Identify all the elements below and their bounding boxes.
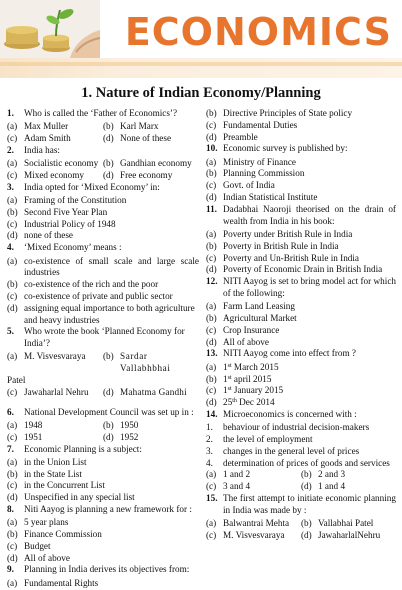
question-11: 11. Dadabhai Naoroji theorised on the drain of wealth from India in his book: bbox=[206, 203, 396, 226]
left-column bbox=[7, 108, 199, 590]
question-12: 12. NITI Aayog is set to bring model act for which of the following: bbox=[206, 276, 396, 298]
option-a: (a) Socialistic economy bbox=[7, 158, 99, 169]
option-c: (c) Jawaharlal Nehru bbox=[7, 386, 89, 397]
question-1: 1. Who is called the ‘Father of Economics’? bbox=[7, 108, 178, 118]
option-b: (b) 1st april 2015 bbox=[206, 373, 272, 384]
options-row bbox=[7, 121, 199, 133]
option-d: (d) none of these bbox=[7, 230, 73, 241]
option-c: (c) Adam Smith bbox=[7, 133, 71, 144]
option-b: (b) Finance Commission bbox=[7, 529, 102, 540]
question-7: 7. Economic Planning is a subject: bbox=[7, 443, 142, 454]
header-band bbox=[0, 58, 402, 78]
option-d: (d) Poverty of Economic Drain in British India bbox=[206, 264, 383, 275]
question-14: 14. Microeconomics is concerned with : bbox=[206, 408, 357, 419]
option-d: (d) 1 and 4 bbox=[301, 481, 346, 492]
option-c: (c) 1951 bbox=[7, 431, 43, 442]
option-d: (d) Unspecified in any special list bbox=[7, 492, 135, 503]
option-a: (a) 5 year plans bbox=[7, 517, 69, 528]
option-b: (b) Planning Commission bbox=[206, 168, 305, 179]
question-6: 6. National Development Council was set up in : bbox=[7, 406, 194, 417]
header-banner bbox=[0, 0, 402, 78]
options-row bbox=[7, 351, 199, 375]
option-a: (a) in the Union List bbox=[7, 456, 87, 467]
option-b: (b) Vallabhai Patel bbox=[301, 518, 374, 529]
option-a: (a) Farm Land Leasing bbox=[206, 301, 295, 312]
statement-2: 2. the level of employment bbox=[206, 434, 313, 445]
option-b-continued: Patel bbox=[7, 375, 26, 386]
option-b: (b) 2 and 3 bbox=[301, 469, 346, 480]
option-b: (b) Gandhian economy bbox=[103, 158, 192, 169]
options-row bbox=[7, 133, 199, 145]
option-a: (a) M. Visvesvaraya bbox=[7, 351, 86, 362]
option-d: (d) All of above bbox=[206, 336, 269, 347]
option-d: (d) All of above bbox=[7, 552, 70, 563]
option-b: (b) in the State List bbox=[7, 468, 82, 479]
option-a: (a) Fundamental Rights bbox=[7, 577, 99, 588]
question-9: 9. Planning in India derives its objectives from: bbox=[7, 564, 190, 575]
option-c: (c) 3 and 4 bbox=[206, 481, 251, 492]
option-c: (c) Poverty and Un-British Rule in India bbox=[206, 252, 360, 263]
options-row bbox=[206, 530, 396, 542]
option-c: (c) 1st January 2015 bbox=[206, 385, 284, 396]
option-c: (c) Mixed economy bbox=[7, 169, 84, 180]
option-b: (b) Sardar Vallabhbhai bbox=[103, 351, 171, 374]
options-row bbox=[206, 518, 396, 530]
option-b: (b) Karl Marx bbox=[103, 121, 159, 132]
question-4: 4. ‘Mixed Economy’ means : bbox=[7, 242, 122, 253]
options-row bbox=[206, 481, 396, 493]
option-b: (b) co-existence of the rich and the poor bbox=[7, 279, 159, 290]
options-row bbox=[7, 158, 199, 170]
options-row bbox=[7, 170, 199, 182]
option-a: (a) 1 and 2 bbox=[206, 469, 251, 480]
option-d: (d) Preamble bbox=[206, 131, 258, 142]
option-d: (d) 25th Dec 2014 bbox=[206, 397, 275, 408]
option-a: (a) 1948 bbox=[7, 419, 43, 430]
question-5: 5. Who wrote the book ‘Planned Economy for India’? bbox=[7, 326, 185, 349]
option-d: (d) 1952 bbox=[103, 431, 139, 442]
option-d: (d) JawaharlalNehru bbox=[301, 529, 381, 540]
subject-title: ECONOMICS bbox=[124, 10, 392, 54]
statement-3: 3. changes in the general level of prices bbox=[206, 445, 360, 456]
options-row bbox=[206, 469, 396, 481]
right-column bbox=[206, 108, 396, 542]
option-a: (a) co-existence of small scale and large scale industries bbox=[7, 255, 199, 278]
option-c: (c) co-existence of private and public sector bbox=[7, 290, 173, 301]
option-c: (c) Crop Insurance bbox=[206, 324, 280, 335]
question-3: 3. India opted for ‘Mixed Economy’ in: bbox=[7, 181, 160, 192]
option-d: (d) Indian Statistical Institute bbox=[206, 192, 318, 203]
chapter-title: 1. Nature of Indian Economy/Planning bbox=[81, 85, 321, 101]
option-b: (b) Second Five Year Plan bbox=[7, 206, 108, 217]
option-a: (a) Poverty under British Rule in India bbox=[206, 228, 353, 239]
options-row bbox=[7, 420, 199, 432]
option-a: (a) Balwantrai Mehta bbox=[206, 518, 290, 529]
option-c: (c) Govt. of India bbox=[206, 180, 275, 191]
statement-4: 4. determination of prices of goods and services bbox=[206, 457, 390, 468]
option-a: (a) Max Muller bbox=[7, 121, 69, 132]
option-b: (b) Poverty in British Rule in India bbox=[206, 240, 339, 251]
question-13: 13. NITI Aayog come into effect from ? bbox=[206, 348, 356, 359]
question-10: 10. Economic survey is published by: bbox=[206, 143, 348, 154]
header-stripe bbox=[0, 62, 402, 66]
question-15: 15. The first attempt to initiate economic planning in India was made by : bbox=[206, 493, 396, 515]
option-b: (b) 1950 bbox=[103, 419, 139, 430]
option-a: (a) Framing of the Constitution bbox=[7, 195, 127, 206]
option-c: (c) Industrial Policy of 1948 bbox=[7, 218, 116, 229]
option-b: (b) Agricultural Market bbox=[206, 313, 297, 324]
option-c: (c) in the Concurrent List bbox=[7, 480, 105, 491]
question-8: 8. Niti Aayog is planning a new framework for : bbox=[7, 504, 192, 514]
spacer bbox=[7, 399, 199, 407]
option-d: (d) Mahatma Gandhi bbox=[103, 386, 187, 397]
option-a: (a) Ministry of Finance bbox=[206, 156, 296, 167]
option-c: (c) M. Visvesvaraya bbox=[206, 529, 285, 540]
option-a: (a) 1st March 2015 bbox=[206, 361, 279, 372]
options-row bbox=[7, 387, 199, 399]
statement-1: 1. behaviour of industrial decision-makers bbox=[206, 422, 370, 433]
options-row bbox=[7, 432, 199, 444]
option-c: (c) Budget bbox=[7, 540, 51, 551]
option-d: (d) None of these bbox=[103, 133, 172, 144]
option-b: (b) Directive Principles of State policy bbox=[206, 108, 353, 118]
option-c: (c) Fundamental Duties bbox=[206, 119, 298, 130]
option-d: (d) Free economy bbox=[103, 169, 173, 180]
option-d: (d) assigning equal importance to both agriculture and heavy industries bbox=[7, 302, 195, 325]
question-2: 2. India has: bbox=[7, 144, 60, 155]
coins-plant-illustration bbox=[0, 0, 100, 58]
